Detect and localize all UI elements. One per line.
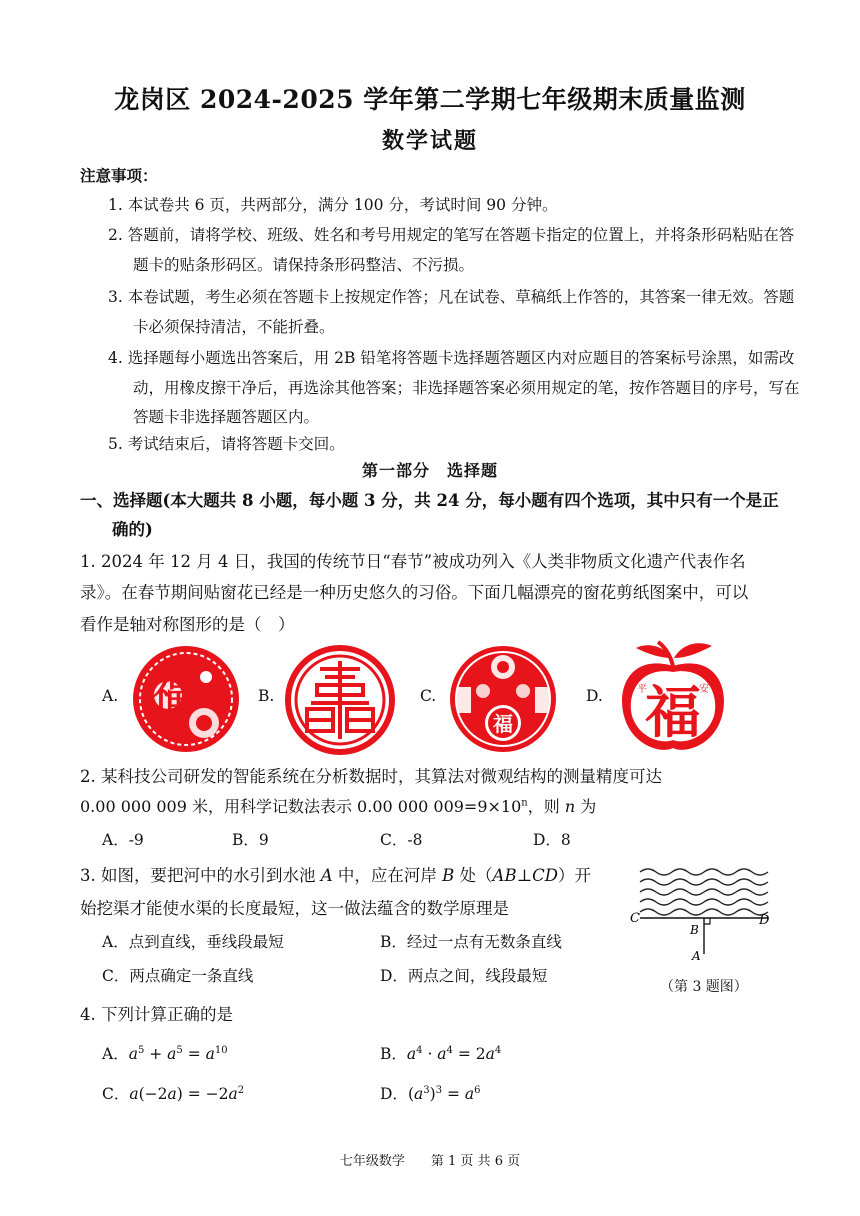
label-d: D	[759, 913, 770, 928]
label-c: C	[630, 911, 640, 926]
river-figure	[628, 860, 778, 972]
papercut-c-image[interactable]	[447, 643, 559, 755]
fu-glyph: 福	[152, 669, 192, 715]
notes-heading: 注意事项：	[80, 166, 158, 185]
q2-option-c[interactable]: C．-8	[380, 831, 423, 849]
exam-subtitle: 数学试题	[381, 128, 478, 154]
fu-glyph: 福	[493, 712, 513, 736]
question-2-text: 2. 某科技公司研发的智能系统在分析数据时，其算法对微观结构的测量精度可达	[80, 767, 662, 786]
note-item: 1. 本试卷共 6 页，共两部分，满分 100 分，考试时间 90 分钟。	[108, 196, 558, 214]
question-1-text: 看作是轴对称图形的是（ ）	[80, 615, 295, 634]
note-item: 动，用橡皮擦干净后，再选涂其他答案；非选择题答案必须用规定的笔，按作答题目的序号，写在	[133, 379, 800, 397]
papercut-d-image[interactable]	[612, 636, 734, 758]
question-3-text: 始挖渠才能使水渠的长度最短，这一做法蕴含的数学原理是	[80, 899, 509, 918]
q3-option-b[interactable]: B．经过一点有无数条直线	[380, 933, 562, 951]
q3-option-c[interactable]: C．两点确定一条直线	[102, 967, 254, 985]
note-item: 题卡的贴条形码区。请保持条形码整洁、不污损。	[133, 256, 475, 274]
q3-option-d[interactable]: D．两点之间，线段最短	[380, 967, 548, 985]
question-3-text: 3. 如图，要把河中的水引到水池 A 中，应在河岸 B 处（AB⊥CD）开	[80, 866, 591, 885]
q2-option-d[interactable]: D．8	[533, 831, 571, 849]
papercut-a-image[interactable]	[130, 643, 242, 755]
label-b: B	[690, 923, 699, 937]
papercut-b-image[interactable]	[285, 645, 395, 755]
label-a: A	[692, 949, 701, 963]
note-item: 3. 本卷试题，考生必须在答题卡上按规定作答；凡在试卷、草稿纸上作答的，其答案一律无效。答题	[108, 288, 795, 306]
ping-glyph: 平	[637, 684, 647, 695]
an-glyph: 安	[699, 684, 709, 695]
fu-glyph: 福	[645, 681, 701, 746]
note-item: 5. 考试结束后，请将答题卡交回。	[108, 435, 345, 453]
option-c-label[interactable]: C.	[420, 687, 437, 705]
page-footer: 七年级数学 第 1 页 共 6 页	[339, 1154, 521, 1169]
q2-option-a[interactable]: A．-9	[102, 831, 144, 849]
q3-option-a[interactable]: A．点到直线，垂线段最短	[102, 933, 284, 951]
note-item: 2. 答题前，请将学校、班级、姓名和考号用规定的笔写在答题卡指定的位置上，并将条形码粘贴在答	[108, 226, 795, 244]
note-item: 卡必须保持清洁，不能折叠。	[133, 318, 335, 336]
section-heading-cont: 确的)	[112, 520, 153, 539]
question-2-text: 0.00 000 009 米，用科学记数法表示 0.00 000 $009=9\times 10^n$，则 n 为	[80, 797, 597, 816]
part1-title: 第一部分 选择题	[361, 461, 498, 480]
option-a-label[interactable]: A.	[102, 687, 119, 705]
section-heading: 一、选择题(本大题共 8 小题，每小题 3 分，共 24 分，每小题有四个选项，其中只有一个是正	[80, 491, 779, 510]
option-b-label[interactable]: B.	[258, 687, 275, 705]
figure-caption: （第 3 题图）	[660, 979, 748, 995]
option-d-label[interactable]: D.	[586, 687, 603, 705]
q4-option-d[interactable]: D．$(a^3)^3 = a^6$	[380, 1084, 481, 1103]
q4-option-b[interactable]: B．$a^4 \cdot a^4 = 2a^4$	[380, 1044, 502, 1063]
q4-option-a[interactable]: A．$a^5 + a^5 = a^{10}$	[102, 1044, 228, 1063]
question-1-text: 录》。在春节期间贴窗花已经是一种历史悠久的习俗。下面几幅漂亮的窗花剪纸图案中，可以	[80, 583, 749, 602]
note-item: 答题卡非选择题答题区内。	[133, 408, 320, 426]
exam-title: 龙岗区 2024-2025 学年第二学期七年级期末质量监测	[114, 85, 746, 114]
q4-option-c[interactable]: C．$a(-2a) = -2a^2$	[102, 1084, 245, 1103]
note-item: 4. 选择题每小题选出答案后，用 2B 铅笔将答题卡选择题答题区内对应题目的答案标号涂黑，如需改	[108, 349, 795, 367]
q2-option-b[interactable]: B．9	[232, 831, 269, 849]
question-4-text: 4. 下列计算正确的是	[80, 1005, 233, 1024]
question-1-text: 1. 2024 年 12 月 4 日，我国的传统节日“春节”被成功列入《人类非物质文化遗产代表作名	[80, 552, 746, 571]
